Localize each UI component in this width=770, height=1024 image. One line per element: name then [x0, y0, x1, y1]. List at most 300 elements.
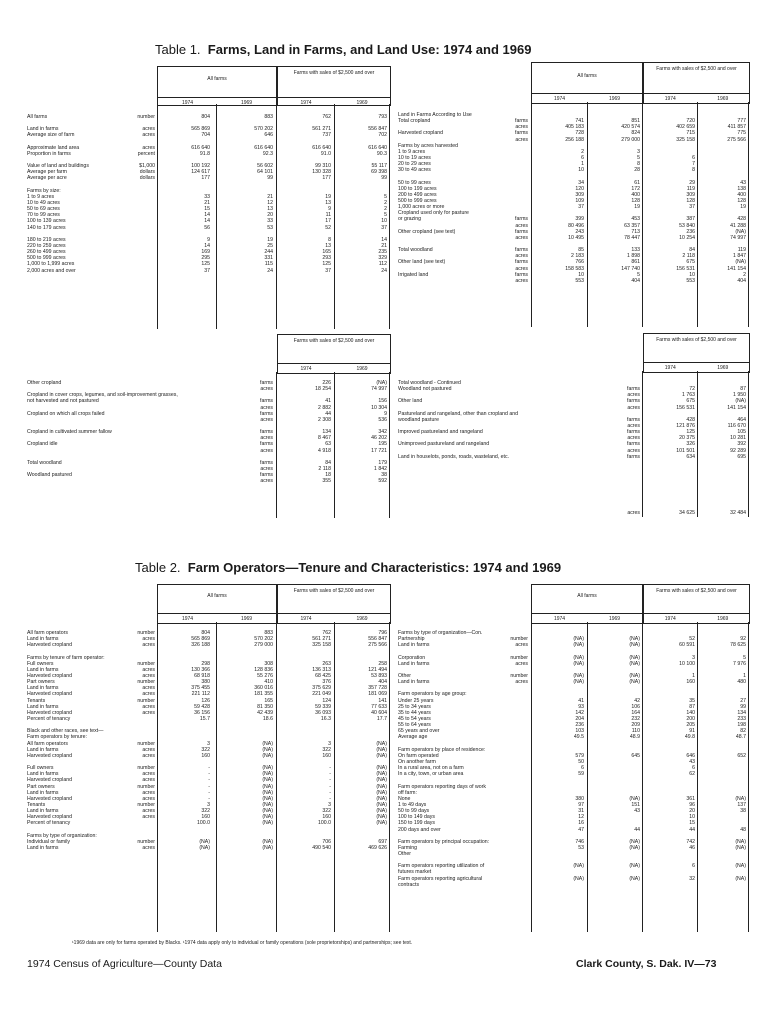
cell-value: 235: [378, 249, 387, 256]
cell-value: 121 876: [676, 422, 695, 429]
cell-value: -: [329, 771, 331, 778]
cell-value: 2: [384, 206, 387, 213]
cell-value: 77 633: [371, 703, 387, 710]
cell-value: 2 308: [318, 416, 331, 423]
cell-value: (NA): [573, 660, 584, 667]
cell-value: 50: [578, 758, 584, 765]
cell-value: (NA): [376, 783, 387, 790]
t2-year-1974: 1974: [181, 616, 194, 622]
cell-value: 9: [207, 236, 210, 243]
t1-lower-right-col3: [645, 380, 695, 460]
t2-right-year-1974: 1974: [553, 616, 566, 622]
row-unit: acres: [515, 660, 528, 667]
cell-value: 861: [631, 259, 640, 266]
t1-left-units: [95, 114, 155, 274]
cell-value: 84: [689, 247, 695, 254]
cell-value: 565 869: [191, 126, 210, 133]
table2-name: Farm Operators—Tenure and Characteristics: 1974 and 1969: [187, 560, 562, 575]
row-unit: farms: [627, 429, 640, 436]
cell-value: 12: [578, 814, 584, 821]
cell-value: 1 847: [733, 253, 746, 260]
cell-value: 2: [743, 271, 746, 278]
cell-value: (NA): [376, 795, 387, 802]
row-unit: acres: [142, 672, 155, 679]
row-label: Woodland not pastured: [398, 386, 452, 393]
row-label: Average per farm: [27, 169, 67, 176]
t1-right-header-sales: [643, 62, 750, 104]
row-label: Pastureland and rangeland, other than cropland and: [398, 410, 518, 417]
row-label: Total cropland: [398, 118, 431, 125]
row-label: Tenants: [27, 801, 46, 808]
t1-lower-right-last-c4: 32 484: [730, 510, 746, 516]
row-unit: percent: [137, 150, 155, 157]
cell-value: 411 857: [727, 124, 746, 131]
cell-value: 331: [264, 255, 273, 262]
cell-value: 128 836: [254, 666, 273, 673]
row-unit: acres: [142, 636, 155, 643]
row-label: Cropland idle: [27, 441, 58, 448]
t1-header-all-farms: [157, 66, 277, 106]
row-unit: acres: [142, 126, 155, 133]
cell-value: 883: [264, 630, 273, 636]
row-label: Irrigated land: [398, 271, 429, 278]
row-unit: acres: [260, 386, 273, 393]
cell-value: 128: [631, 197, 640, 204]
cell-value: 112: [378, 261, 387, 268]
row-unit: acres: [515, 222, 528, 229]
cell-value: 326 188: [191, 642, 210, 649]
cell-value: 128: [737, 197, 746, 204]
row-unit: acres: [515, 124, 528, 131]
t1-lower-year-1969: 1969: [356, 366, 368, 372]
cell-value: 428: [686, 416, 695, 423]
cell-value: 103: [575, 728, 584, 735]
row-unit: acres: [515, 679, 528, 686]
cell-value: (NA): [262, 789, 273, 796]
cell-value: 92 289: [730, 447, 746, 454]
t1-right-units: [480, 112, 528, 284]
cell-value: 47: [578, 826, 584, 833]
cell-value: 561 271: [312, 126, 331, 133]
cell-value: 19: [267, 236, 273, 243]
row-label: contracts: [398, 881, 420, 888]
cell-value: (NA): [376, 765, 387, 772]
row-unit: acres: [142, 777, 155, 784]
cell-value: (NA): [735, 875, 746, 882]
row-unit: acres: [627, 435, 640, 442]
cell-value: 53: [267, 224, 273, 231]
row-unit: acres: [142, 666, 155, 673]
cell-value: 56: [204, 224, 210, 231]
cell-value: 10 304: [371, 404, 387, 411]
t2-header-all-farms: [157, 584, 277, 624]
cell-value: 325 158: [676, 136, 695, 143]
t1-lower-left-labels: [27, 380, 178, 484]
cell-value: 380: [201, 679, 210, 686]
cell-value: -: [329, 765, 331, 772]
cell-value: 387: [686, 216, 695, 223]
row-label: None: [398, 795, 411, 802]
row-unit: farms: [260, 472, 273, 479]
cell-value: 766: [575, 259, 584, 266]
t1-lower-right-col4: [700, 380, 746, 460]
cell-value: 141 154: [727, 265, 746, 272]
cell-value: 110: [631, 728, 640, 735]
cell-value: 52: [325, 224, 331, 231]
cell-value: 172: [631, 185, 640, 192]
cell-value: 376: [322, 679, 331, 686]
cell-value: (NA): [376, 740, 387, 747]
t2-left-units: [95, 630, 155, 851]
cell-value: (NA): [573, 654, 584, 661]
row-label: Harvested cropland: [27, 777, 72, 784]
cell-value: 61: [634, 179, 640, 186]
row-label: 500 to 999 acres: [398, 197, 437, 204]
cell-value: 236: [575, 722, 584, 729]
cell-value: 82: [740, 728, 746, 735]
cell-value: (NA): [629, 863, 640, 870]
cell-value: 59: [578, 771, 584, 778]
cell-value: 90.3: [376, 150, 387, 157]
cell-value: 101 501: [676, 447, 695, 454]
row-label: Harvested cropland: [27, 814, 72, 821]
t2-right-col3: [645, 630, 695, 882]
cell-value: 883: [264, 114, 273, 120]
row-unit: acres: [142, 132, 155, 139]
cell-value: 160: [201, 814, 210, 821]
cell-value: 21: [381, 242, 387, 249]
t2-right-units: [480, 630, 528, 888]
cell-value: (NA): [262, 820, 273, 827]
row-unit: acres: [515, 642, 528, 649]
cell-value: -: [329, 783, 331, 790]
t2-right-col4: [700, 630, 746, 882]
t1-header-sales-label: Farms with sales of $2,500 and over: [278, 67, 390, 98]
row-label: 65 years and over: [398, 728, 440, 735]
cell-value: 404: [378, 679, 387, 686]
cell-value: 746: [575, 838, 584, 845]
cell-value: 63 357: [624, 222, 640, 229]
cell-value: 37: [689, 204, 695, 211]
cell-value: 160: [201, 752, 210, 759]
cell-value: -: [329, 777, 331, 784]
cell-value: 5: [637, 154, 640, 161]
cell-value: 322: [322, 808, 331, 815]
row-label: Value of land and buildings: [27, 163, 89, 170]
cell-value: 10: [578, 271, 584, 278]
row-label: Cropland in cultivated summer fallow: [27, 429, 112, 436]
cell-value: 126: [201, 697, 210, 704]
cell-value: (NA): [199, 838, 210, 845]
cell-value: 5: [637, 271, 640, 278]
cell-value: 634: [686, 453, 695, 460]
cell-value: 258: [378, 660, 387, 667]
cell-value: 31: [578, 808, 584, 815]
cell-value: 404: [737, 277, 746, 284]
cell-value: 9: [384, 410, 387, 417]
cell-value: 326: [686, 441, 695, 448]
row-label: 200 to 499 acres: [398, 191, 437, 198]
cell-value: 375 455: [191, 685, 210, 692]
t1-year-1969: 1969: [356, 100, 368, 106]
cell-value: 616 640: [191, 144, 210, 151]
row-unit: farms: [260, 459, 273, 466]
t1-header-sales: [277, 66, 391, 106]
row-unit: farms: [515, 247, 528, 254]
row-label: 1,000 to 1,999 acres: [27, 261, 75, 268]
cell-value: 36 093: [315, 709, 331, 716]
cell-value: (NA): [262, 844, 273, 851]
cell-value: 24: [381, 267, 387, 274]
row-label: Land in farms: [27, 808, 59, 815]
cell-value: 616 640: [368, 144, 387, 151]
cell-value: 97: [578, 801, 584, 808]
table2-number: Table 2.: [135, 560, 181, 575]
cell-value: 37: [325, 267, 331, 274]
cell-value: 561 271: [312, 636, 331, 643]
cell-value: 375 629: [312, 685, 331, 692]
row-label: 25 to 34 years: [398, 703, 431, 710]
cell-value: 156 531: [676, 265, 695, 272]
row-unit: dollars: [139, 169, 155, 176]
row-label: 70 to 99 acres: [27, 212, 60, 219]
row-label: Full owners: [27, 765, 54, 772]
cell-value: 20 375: [679, 435, 695, 442]
t1-right-col1: [534, 112, 584, 284]
cell-value: 32: [689, 875, 695, 882]
t2-header-sales-label: Farms with sales of $2,500 and over: [278, 585, 390, 614]
cell-value: 37: [578, 204, 584, 211]
cell-value: 49.5: [573, 734, 584, 741]
row-label: 140 to 179 acres: [27, 224, 66, 231]
t1-left-col1: [160, 114, 210, 274]
cell-value: 42: [634, 697, 640, 704]
cell-value: 147 740: [621, 265, 640, 272]
row-label: Land in farms: [27, 771, 59, 778]
cell-value: -: [208, 771, 210, 778]
cell-value: 164: [631, 709, 640, 716]
cell-value: 233: [737, 715, 746, 722]
row-label: Corporation: [398, 654, 426, 661]
cell-value: (NA): [573, 642, 584, 649]
cell-value: 221 112: [191, 691, 210, 698]
row-label: Cropland on which all crops failed: [27, 410, 105, 417]
cell-value: 7: [692, 161, 695, 168]
cell-value: 400: [737, 191, 746, 198]
cell-value: 9: [328, 206, 331, 213]
row-unit: number: [137, 801, 155, 808]
t1-lower-right-last-c3: 34 625: [679, 510, 695, 516]
row-unit: acres: [142, 642, 155, 649]
cell-value: 565 869: [191, 636, 210, 643]
cell-value: 56 602: [257, 163, 273, 170]
row-unit: acres: [142, 814, 155, 821]
cell-value: 124: [322, 697, 331, 704]
cell-value: 68 918: [194, 672, 210, 679]
cell-value: 293: [322, 255, 331, 262]
row-unit: acres: [142, 789, 155, 796]
row-label: Farms by size:: [27, 187, 61, 194]
cell-value: 29: [689, 179, 695, 186]
cell-value: 355: [322, 478, 331, 485]
cell-value: 480: [737, 679, 746, 686]
row-label: Land in Farms According to Use: [398, 112, 472, 118]
cell-value: (NA): [199, 844, 210, 851]
row-label: Other land (see text): [398, 259, 446, 266]
cell-value: 124 617: [191, 169, 210, 176]
row-label: Farms by acres harvested: [398, 142, 458, 149]
row-label: Cropland used only for pasture: [398, 210, 469, 217]
cell-value: 762: [322, 630, 331, 636]
cell-value: 41: [325, 398, 331, 405]
row-unit: farms: [627, 386, 640, 393]
cell-value: (NA): [735, 844, 746, 851]
cell-value: 570 202: [254, 636, 273, 643]
row-label: Black and other races, see text—: [27, 728, 104, 735]
cell-value: 125: [322, 261, 331, 268]
row-unit: farms: [260, 429, 273, 436]
row-label: Land in farms: [398, 679, 430, 686]
row-label: 30 to 49 acres: [398, 167, 431, 174]
cell-value: 5: [743, 654, 746, 661]
row-label: Land in houselots, ponds, roads, wasteland, etc.: [398, 453, 510, 460]
page-footer-right: Clark County, S. Dak. IV—73: [576, 958, 717, 970]
cell-value: 256 188: [565, 136, 584, 143]
cell-value: 10 100: [679, 660, 695, 667]
cell-value: 402 659: [676, 124, 695, 131]
cell-value: 11: [325, 212, 331, 219]
cell-value: 616 640: [312, 144, 331, 151]
cell-value: 17: [325, 218, 331, 225]
cell-value: 8: [692, 167, 695, 174]
cell-value: 646: [686, 752, 695, 759]
cell-value: 10 281: [730, 435, 746, 442]
cell-value: 728: [575, 130, 584, 137]
t1-lower-year-1974: 1974: [300, 366, 312, 372]
cell-value: 13: [267, 206, 273, 213]
t1-right-header-all-farms: [531, 62, 643, 104]
cell-value: 36 156: [194, 709, 210, 716]
cell-value: 63: [325, 441, 331, 448]
cell-value: 151: [631, 801, 640, 808]
cell-value: 62: [689, 771, 695, 778]
row-label: Average age: [398, 734, 428, 741]
cell-value: 15: [204, 206, 210, 213]
cell-value: 243: [575, 228, 584, 235]
cell-value: 8: [637, 161, 640, 168]
row-unit: number: [137, 740, 155, 747]
cell-value: 322: [322, 746, 331, 753]
row-label: Total woodland: [398, 247, 433, 254]
cell-value: 616 640: [254, 144, 273, 151]
row-unit: number: [137, 697, 155, 704]
cell-value: 1 842: [374, 465, 387, 472]
cell-value: 156: [378, 398, 387, 405]
row-label: 200 days and over: [398, 826, 441, 833]
cell-value: 140: [686, 709, 695, 716]
row-label: Land in farms: [27, 666, 59, 673]
cell-value: (NA): [735, 228, 746, 235]
row-label: 50 to 69 acres: [27, 206, 60, 213]
t1-left-col4: [337, 114, 387, 274]
cell-value: 74 997: [371, 386, 387, 393]
cell-value: 851: [631, 118, 640, 125]
cell-value: 342: [378, 429, 387, 436]
cell-value: 18: [325, 472, 331, 479]
cell-value: 469 626: [368, 844, 387, 851]
row-label: Land in farms: [398, 642, 430, 649]
cell-value: (NA): [629, 672, 640, 679]
cell-value: 59 339: [315, 703, 331, 710]
row-label: Total woodland - Continued: [398, 380, 461, 386]
t1-right-header-sales-label: Farms with sales of $2,500 and over: [644, 63, 749, 94]
cell-value: 6: [581, 765, 584, 772]
cell-value: 16: [578, 820, 584, 827]
cell-value: 553: [686, 277, 695, 284]
cell-value: (NA): [735, 863, 746, 870]
row-label: 260 to 499 acres: [27, 249, 66, 256]
row-label: On another farm: [398, 758, 436, 765]
t2-left-col3: [279, 630, 331, 851]
cell-value: 115: [264, 261, 273, 268]
t1-right-col4: [700, 112, 746, 284]
cell-value: (NA): [573, 875, 584, 882]
cell-value: 141: [378, 697, 387, 704]
row-unit: number: [137, 114, 155, 120]
cell-value: 158 583: [565, 265, 584, 272]
cell-value: 646: [264, 132, 273, 139]
cell-value: 33: [204, 193, 210, 200]
cell-value: 35: [689, 697, 695, 704]
cell-value: 198: [737, 722, 746, 729]
cell-value: 713: [631, 228, 640, 235]
cell-value: 142: [575, 709, 584, 716]
cell-value: (NA): [573, 672, 584, 679]
row-label: Farm operators by tenure:: [27, 734, 87, 741]
cell-value: 741: [575, 118, 584, 125]
cell-value: 1 898: [627, 253, 640, 260]
row-label: Farm operators by place of residence:: [398, 746, 486, 753]
row-unit: acres: [260, 447, 273, 454]
cell-value: 37: [204, 267, 210, 274]
cell-value: 380: [575, 795, 584, 802]
row-unit: acres: [260, 416, 273, 423]
cell-value: 793: [378, 114, 387, 120]
cell-value: (NA): [262, 746, 273, 753]
cell-value: 53: [578, 844, 584, 851]
cell-value: 21: [204, 199, 210, 206]
row-label: Harvested cropland: [27, 795, 72, 802]
cell-value: 404: [631, 277, 640, 284]
t2-footnote: ¹1969 data are only for farms operated by Blacks. ¹1974 data apply only to individual or family operations (sole proprietorships) and partnerships; see text.: [72, 940, 413, 946]
row-unit: farms: [260, 410, 273, 417]
cell-value: (NA): [629, 844, 640, 851]
cell-value: 428: [737, 216, 746, 223]
cell-value: 99: [267, 175, 273, 182]
cell-value: 19: [740, 204, 746, 211]
cell-value: 777: [737, 118, 746, 125]
row-label: 100 to 149 days: [398, 814, 435, 821]
cell-value: 78 625: [730, 642, 746, 649]
cell-value: 99: [381, 175, 387, 182]
cell-value: 18.6: [262, 715, 273, 722]
cell-value: 1 950: [733, 392, 746, 399]
row-unit: acres: [142, 691, 155, 698]
row-unit: farms: [627, 398, 640, 405]
row-label: Farm operators reporting days of work: [398, 783, 486, 790]
table2-title: [135, 560, 561, 575]
row-unit: farms: [515, 259, 528, 266]
